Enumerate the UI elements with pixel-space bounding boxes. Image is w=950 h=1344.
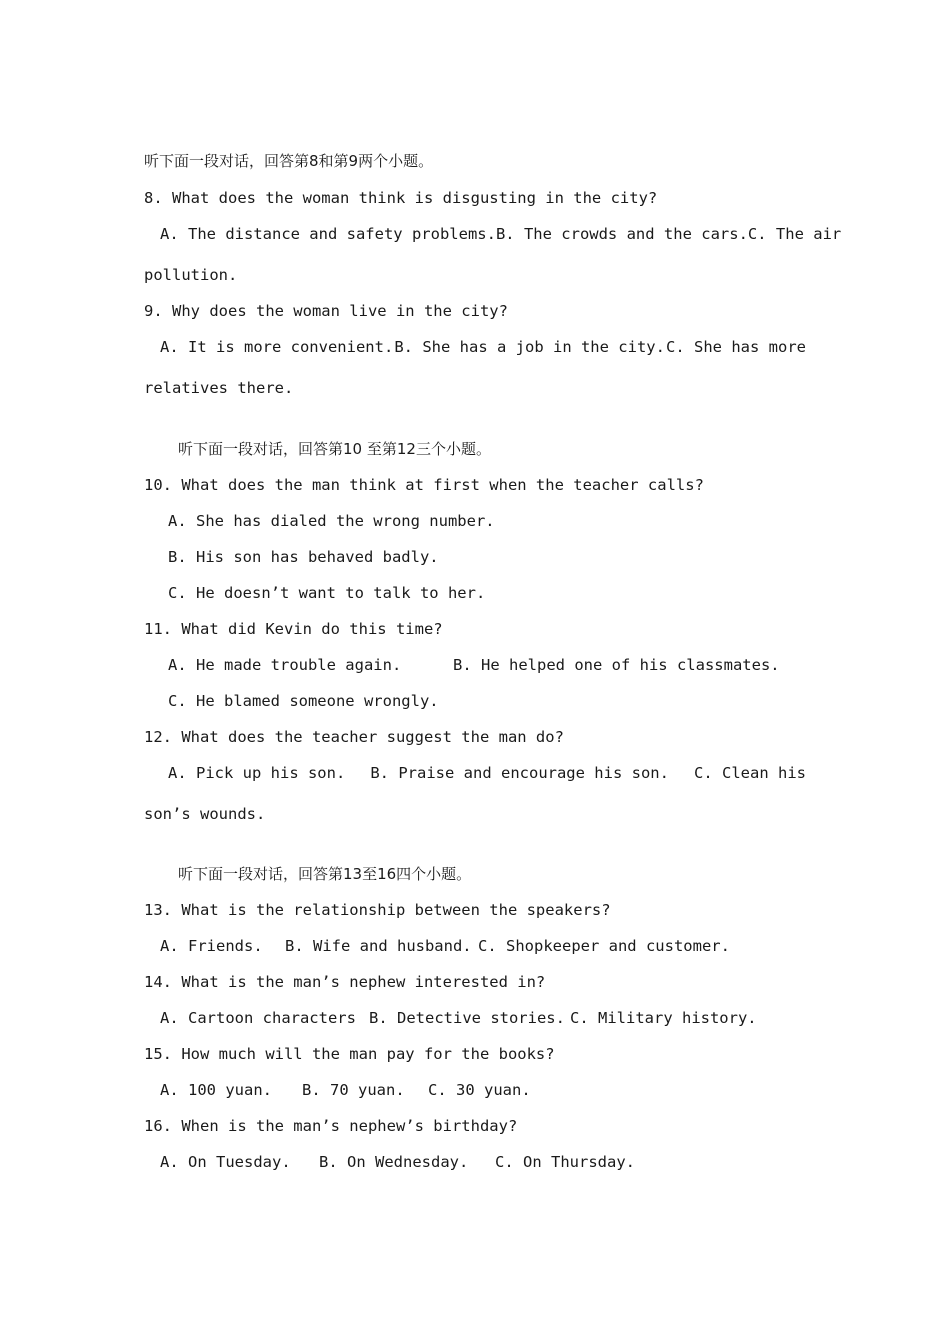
question-11-option-b: B. He helped one of his classmates. (453, 656, 780, 674)
question-13-option-c: C. Shopkeeper and customer. (478, 937, 730, 955)
question-12-option-b: B. Praise and encourage his son. (370, 764, 669, 782)
question-8-options (160, 224, 842, 244)
question-11-stem: 11. What did Kevin do this time? (144, 620, 443, 638)
question-15-stem: 15. How much will the man pay for the books? (144, 1045, 555, 1063)
question-15-option-b: B. 70 yuan. (302, 1081, 405, 1099)
question-11-option-c: C. He blamed someone wrongly. (168, 692, 439, 710)
question-14-option-a: A. Cartoon characters (160, 1009, 356, 1027)
question-9-options (160, 337, 806, 357)
section-heading: 听下面一段对话，回答第13至16四个小题。 (178, 865, 472, 883)
question-13-stem: 13. What is the relationship between the speakers? (144, 901, 611, 919)
section-heading: 听下面一段对话，回答第10 至第12三个小题。 (178, 440, 491, 458)
question-9-option-c-continued: relatives there. (144, 379, 294, 397)
question-10-option-b: B. His son has behaved badly. (168, 548, 439, 566)
question-10-stem: 10. What does the man think at first when the teacher calls? (144, 476, 704, 494)
question-8-option-c-continued: pollution. (144, 266, 238, 284)
question-16-stem: 16. When is the man’s nephew’s birthday? (144, 1117, 518, 1135)
question-15-option-a: A. 100 yuan. (160, 1081, 272, 1099)
question-9-stem: 9. Why does the woman live in the city? (144, 302, 508, 320)
question-16-option-b: B. On Wednesday. (319, 1153, 469, 1171)
question-16-option-c: C. On Thursday. (495, 1153, 635, 1171)
question-12-stem: 12. What does the teacher suggest the man do? (144, 728, 564, 746)
question-9-option-b: B. She has a job in the city. (394, 338, 665, 356)
question-12-option-c: C. Clean his (694, 764, 806, 782)
question-12-option-c-continued: son’s wounds. (144, 805, 266, 823)
question-9-option-a: A. It is more convenient. (160, 338, 394, 356)
question-14-option-c: C. Military history. (570, 1009, 757, 1027)
question-10-option-a: A. She has dialed the wrong number. (168, 512, 495, 530)
question-8-stem: 8. What does the woman think is disgusting in the city? (144, 189, 658, 207)
question-14-option-b: B. Detective stories. (369, 1009, 565, 1027)
question-13-option-b: B. Wife and husband. (285, 937, 472, 955)
section-heading: 听下面一段对话，回答第8和第9两个小题。 (144, 152, 434, 170)
question-14-stem: 14. What is the man’s nephew interested in? (144, 973, 546, 991)
question-8-option-a: A. The distance and safety problems. (160, 225, 496, 243)
question-9-option-c: C. She has more (666, 338, 806, 356)
question-15-option-c: C. 30 yuan. (428, 1081, 531, 1099)
question-11-option-a: A. He made trouble again. (168, 656, 402, 674)
question-8-option-b: B. The crowds and the cars. (495, 225, 748, 243)
question-12-option-a: A. Pick up his son. (168, 764, 346, 782)
question-10-option-c: C. He doesn’t want to talk to her. (168, 584, 486, 602)
question-12-options (168, 763, 806, 783)
question-8-option-c: C. The air (747, 225, 842, 243)
question-16-option-a: A. On Tuesday. (160, 1153, 291, 1171)
question-13-option-a: A. Friends. (160, 937, 263, 955)
